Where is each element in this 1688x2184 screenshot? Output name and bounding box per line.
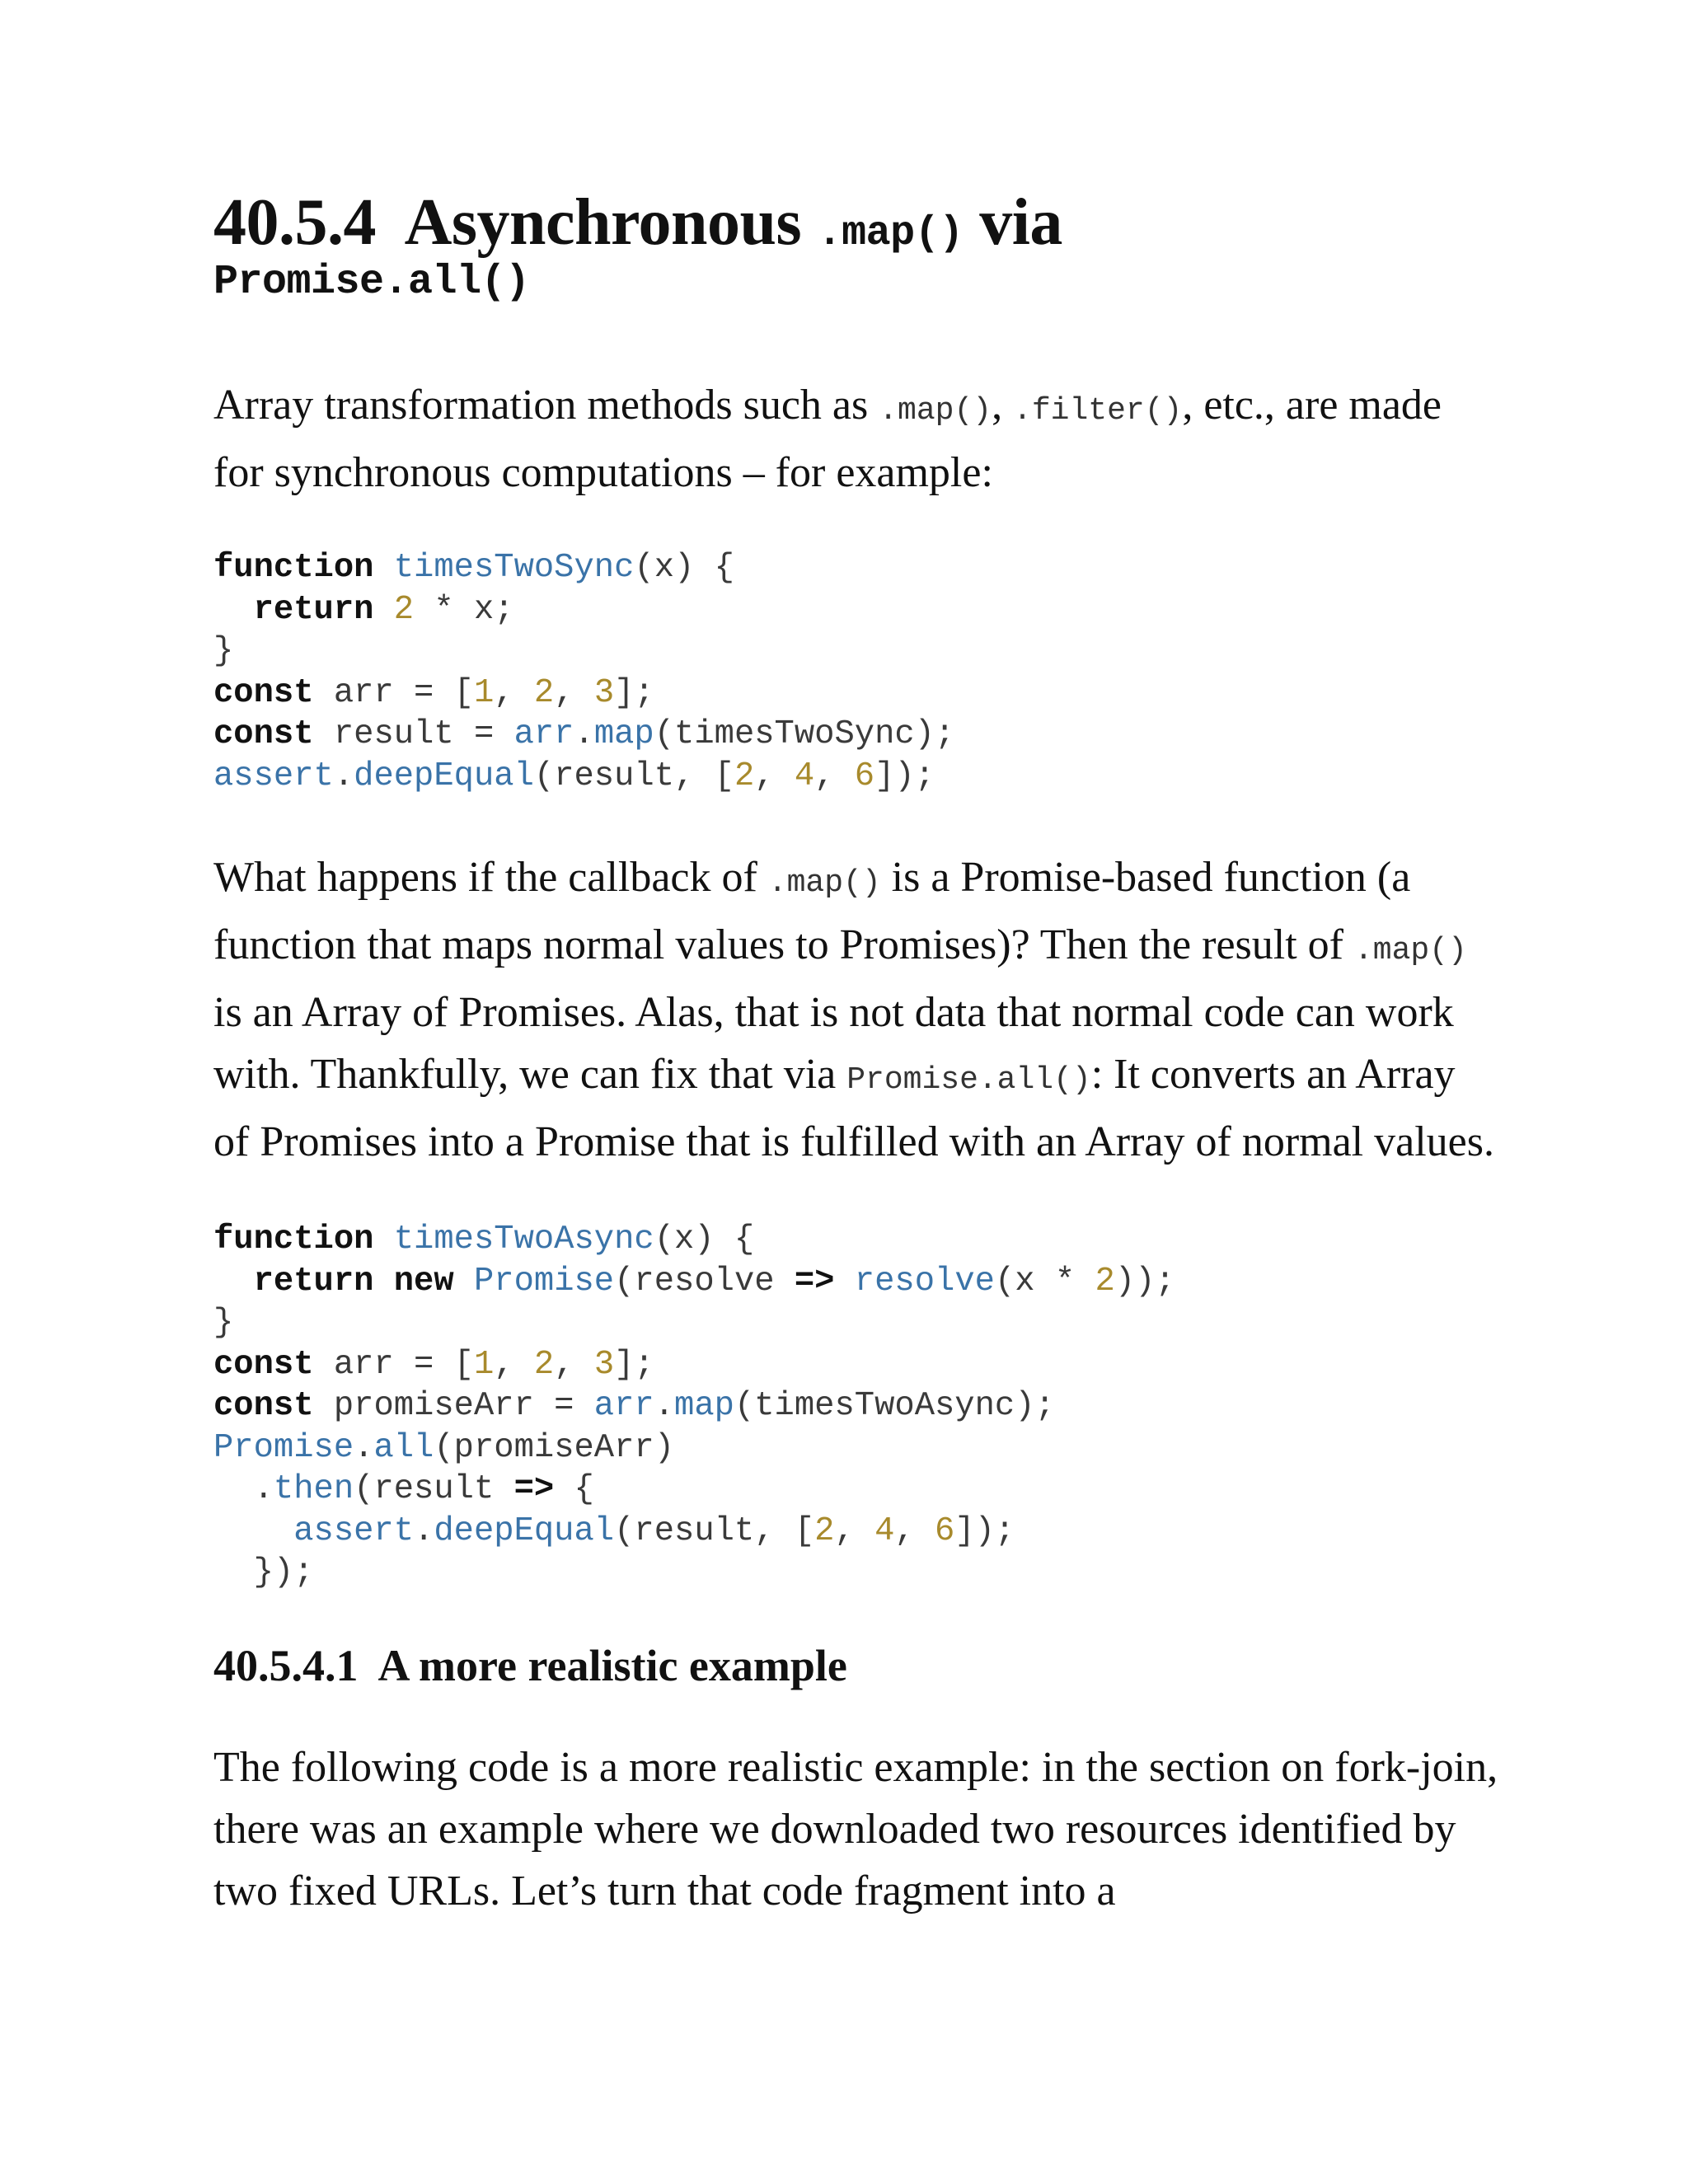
code-line xyxy=(213,1304,233,1342)
code-token: const xyxy=(213,1345,314,1384)
code-token: timesTwoAsync xyxy=(393,1221,654,1258)
code-token: . xyxy=(654,1387,675,1425)
section-title-word: Asynchronous xyxy=(404,186,802,259)
subsection-heading xyxy=(213,1642,1499,1690)
code-line xyxy=(213,1512,1015,1550)
code-line xyxy=(213,1263,1175,1301)
code-token xyxy=(213,591,254,629)
code-token: . xyxy=(354,1428,374,1467)
code-token: 3 xyxy=(593,673,615,712)
code-token xyxy=(834,1263,854,1301)
code-token: all xyxy=(373,1428,434,1467)
code-token: arr = [ xyxy=(313,1345,474,1384)
paragraph-3: The following code is a more realistic example: in the section on fork-join, there was an example where we downloaded two resources identified by two fixed URLs. Let’s turn that code fragment into a xyxy=(213,1743,1498,1915)
code-token: (promiseArr) xyxy=(434,1428,675,1467)
code-token: function xyxy=(213,1221,374,1258)
code-token: (x * xyxy=(994,1262,1095,1301)
code-token: (timesTwoAsync); xyxy=(734,1387,1055,1425)
code-token: (result, [ xyxy=(533,757,734,795)
code-token: => xyxy=(513,1470,555,1508)
code-token: . xyxy=(333,757,354,795)
text: : It converts an Array of Promises into a Promise that is fulfilled with an Array of normal values. xyxy=(213,1051,1494,1165)
section-title-code-promise-all: Promise.all() xyxy=(213,259,530,306)
code-token: 2 xyxy=(393,590,415,629)
code-token: 6 xyxy=(935,1511,955,1550)
code-token xyxy=(373,1221,393,1258)
text: What happens if the callback of xyxy=(213,854,768,901)
code-token: 2 xyxy=(533,1345,555,1384)
code-token: 1 xyxy=(473,673,495,712)
code-token: result = xyxy=(313,715,514,753)
code-token: (result, [ xyxy=(614,1511,815,1550)
code-token xyxy=(373,1263,393,1301)
code-token: , xyxy=(754,757,795,795)
code-token: . xyxy=(213,1470,274,1508)
code-token: 2 xyxy=(1095,1262,1115,1301)
section-heading xyxy=(213,186,1499,306)
content xyxy=(213,186,1499,1922)
code-token: } xyxy=(213,1304,234,1342)
code-token: (resolve xyxy=(614,1262,795,1301)
code-token: return xyxy=(253,1262,374,1301)
code-token: Promise xyxy=(213,1428,354,1467)
code-token: 4 xyxy=(794,757,815,795)
code-token: )); xyxy=(1114,1262,1175,1301)
code-line xyxy=(213,1429,674,1467)
code-token: . xyxy=(414,1511,434,1550)
code-token: ]; xyxy=(614,673,654,712)
code-token: assert xyxy=(213,757,334,795)
code-token: } xyxy=(213,632,234,670)
code-line xyxy=(213,1221,754,1258)
code-token: arr xyxy=(513,715,574,753)
code-token: function xyxy=(213,549,374,587)
code-token xyxy=(373,591,393,629)
code-token: then xyxy=(273,1470,354,1508)
code-token: const xyxy=(213,673,314,712)
code-token: (timesTwoSync); xyxy=(654,715,955,753)
code-token: const xyxy=(213,715,314,753)
code-token: arr = [ xyxy=(313,673,474,712)
text: is an Array of Promises. Alas, that is not data that normal code can work with. Thankfully, we can fix that via xyxy=(213,989,1454,1098)
code-token: , xyxy=(494,1345,534,1384)
code-token: => xyxy=(794,1262,835,1301)
code-token: 2 xyxy=(814,1511,835,1550)
code-block-async xyxy=(213,1219,1499,1594)
subsection-title: A more realistic example xyxy=(377,1640,847,1690)
code-line xyxy=(213,1554,314,1591)
code-token: 6 xyxy=(854,757,875,795)
code-token: (x) { xyxy=(654,1221,755,1258)
code-token: , xyxy=(834,1511,875,1550)
code-token: promiseArr = xyxy=(313,1387,594,1425)
code-line xyxy=(213,757,935,795)
code-token: , xyxy=(814,757,855,795)
code-token: new xyxy=(393,1262,454,1301)
code-token: ]); xyxy=(874,757,935,795)
code-line xyxy=(213,1387,1055,1425)
code-token: deepEqual xyxy=(434,1511,615,1550)
code-line xyxy=(213,1346,654,1384)
code-token: 2 xyxy=(734,757,755,795)
code-token: 3 xyxy=(593,1345,615,1384)
code-token xyxy=(373,549,393,587)
code-token: 4 xyxy=(874,1511,895,1550)
code-token: ]); xyxy=(954,1511,1015,1550)
code-line xyxy=(213,674,654,712)
code-token: ]; xyxy=(614,1345,654,1384)
code-token: 1 xyxy=(473,1345,495,1384)
inline-code: .filter() xyxy=(1013,393,1183,429)
code-token: return xyxy=(253,590,374,629)
text: , xyxy=(992,382,1014,429)
code-token: , xyxy=(554,1345,594,1384)
section-title-code-map: .map() xyxy=(817,210,964,257)
code-token xyxy=(454,1263,474,1301)
code-token: arr xyxy=(593,1387,654,1425)
section-title-via: via xyxy=(979,186,1062,259)
code-line xyxy=(213,1470,594,1508)
code-token xyxy=(213,1512,293,1550)
code-token: map xyxy=(674,1387,734,1425)
text: is a Promise-based function (a function that maps normal values to Promises)? Then the result of xyxy=(213,854,1411,968)
section-number: 40.5.4 xyxy=(213,186,376,259)
text: , etc., are made for synchronous computations – for example: xyxy=(213,382,1442,496)
code-line xyxy=(213,591,514,629)
code-token xyxy=(213,1263,254,1301)
code-token: , xyxy=(554,673,594,712)
code-block-sync xyxy=(213,547,1499,797)
code-token: assert xyxy=(293,1511,415,1550)
code-line xyxy=(213,632,233,670)
code-token: timesTwoSync xyxy=(393,549,635,587)
code-token: (result xyxy=(354,1470,514,1508)
code-token: 2 xyxy=(533,673,555,712)
code-token: Promise xyxy=(473,1262,615,1301)
code-token: map xyxy=(593,715,654,753)
text: Array transformation methods such as xyxy=(213,382,879,429)
code-token: const xyxy=(213,1387,314,1425)
inline-code: Promise.all() xyxy=(846,1062,1091,1098)
code-token: , xyxy=(894,1511,935,1550)
code-token: , xyxy=(494,673,534,712)
code-token: deepEqual xyxy=(354,757,534,795)
inline-code: .map() xyxy=(879,393,992,429)
code-token: (x) { xyxy=(634,549,734,587)
paragraph-1 xyxy=(213,374,1499,504)
inline-code: .map() xyxy=(767,865,881,901)
code-line xyxy=(213,715,954,753)
subsection-number: 40.5.4.1 xyxy=(213,1640,359,1690)
code-token: . xyxy=(574,715,594,753)
code-token: resolve xyxy=(854,1262,995,1301)
inline-code: .map() xyxy=(1353,933,1467,968)
code-token: }); xyxy=(213,1554,314,1591)
code-token: * x; xyxy=(414,590,514,629)
code-line xyxy=(213,549,734,587)
paragraph-2 xyxy=(213,846,1499,1173)
code-token: { xyxy=(554,1470,594,1508)
